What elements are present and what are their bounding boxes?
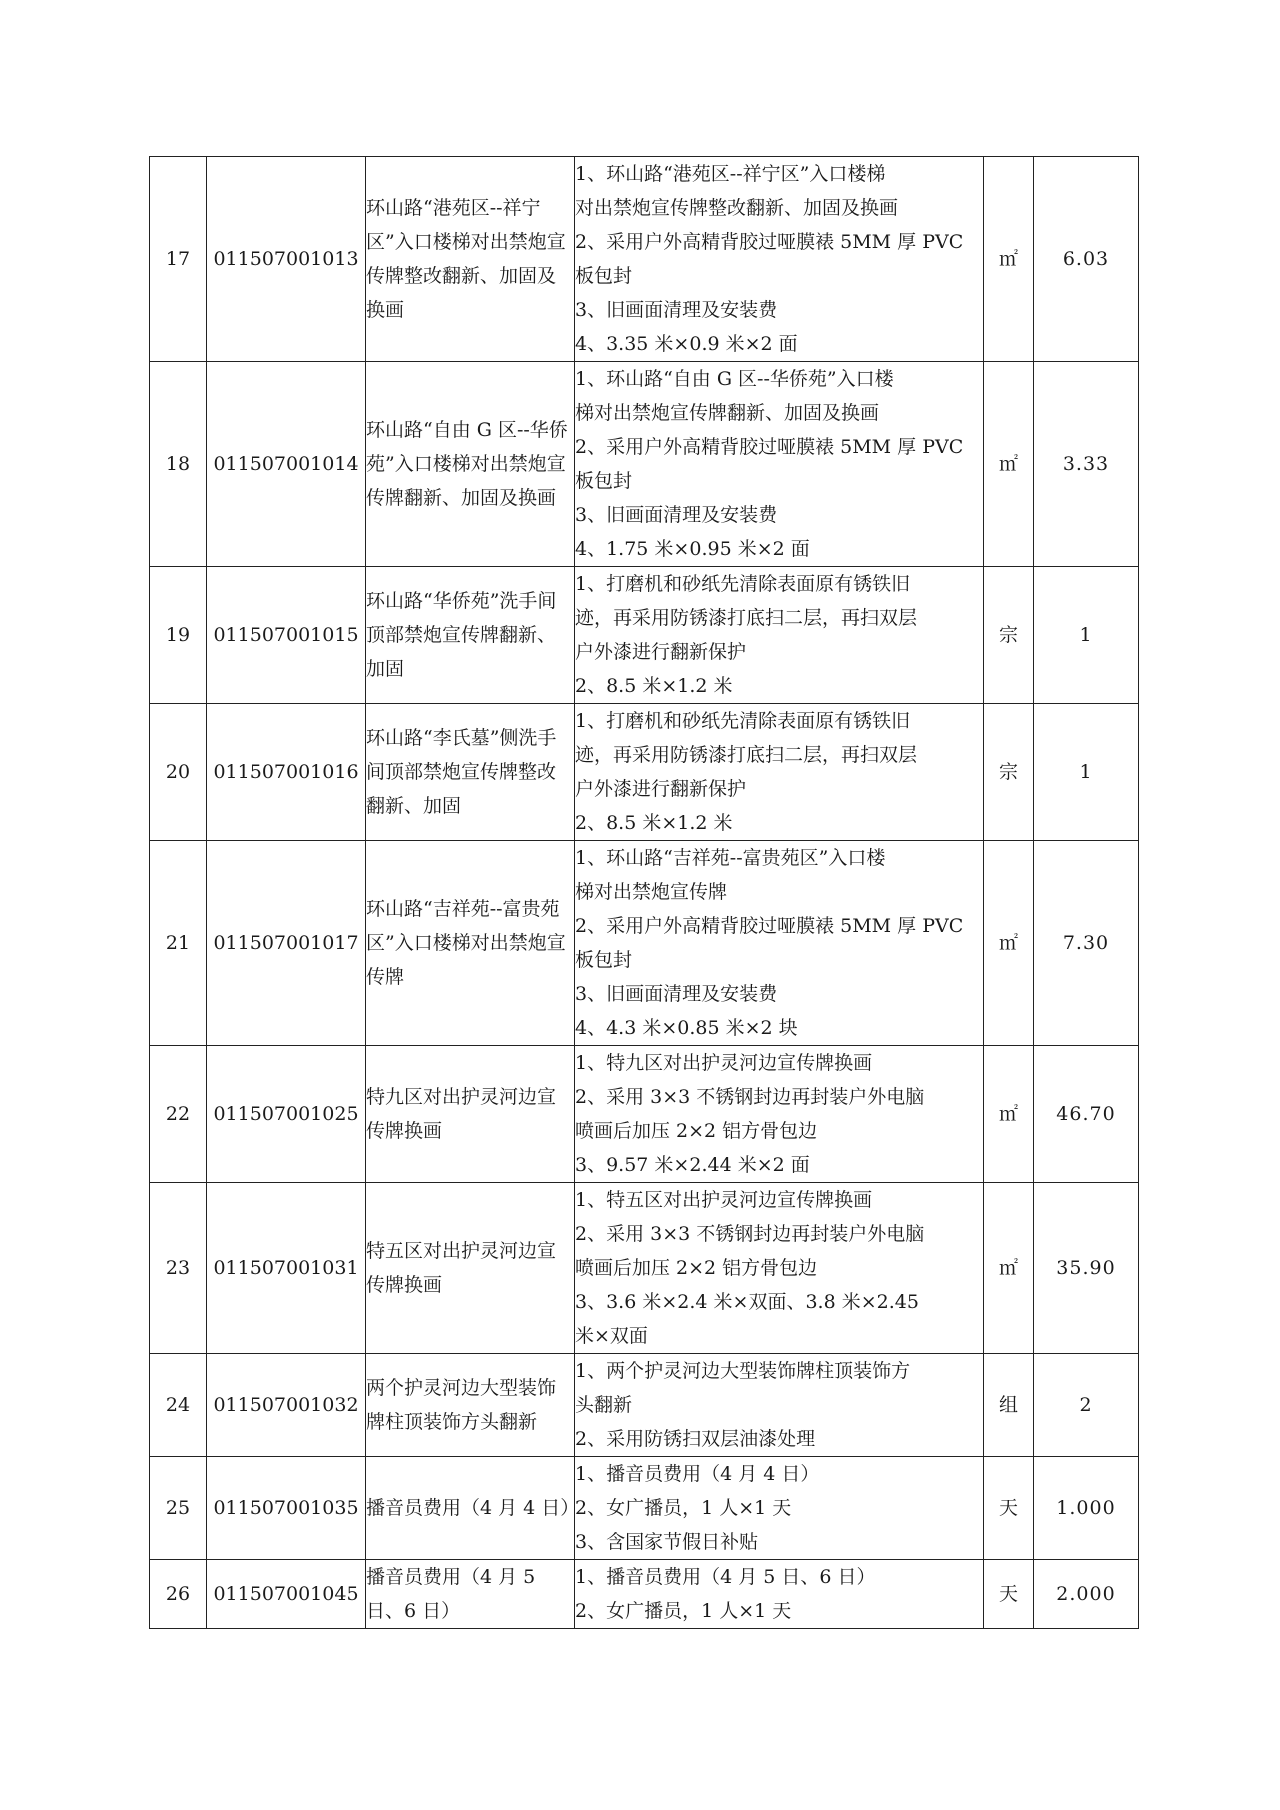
desc-line: 2、8.5 米×1.2 米 <box>575 812 733 834</box>
row-seq: 19 <box>150 567 207 704</box>
desc-line: 1、环山路“吉祥苑--富贵苑区”入口楼 <box>575 847 886 869</box>
row-code: 011507001014 <box>207 362 366 567</box>
desc-line: 户外漆进行翻新保护 <box>575 641 747 663</box>
desc-line: 1、播音员费用（4 月 4 日） <box>575 1463 820 1485</box>
row-desc <box>575 1183 984 1354</box>
row-desc <box>575 362 984 567</box>
row-seq: 26 <box>150 1560 207 1629</box>
bill-of-quantities-table <box>149 156 1139 1629</box>
desc-line: 4、1.75 米×0.95 米×2 面 <box>575 538 810 560</box>
row-name-text: 特五区对出护灵河边宣传牌换画 <box>366 1240 557 1296</box>
row-qty: 1.000 <box>1034 1457 1139 1560</box>
row-name-text: 环山路“华侨苑”洗手间顶部禁炮宣传牌翻新、加固 <box>366 590 557 680</box>
row-code: 011507001031 <box>207 1183 366 1354</box>
row-qty: 3.33 <box>1034 362 1139 567</box>
table-row <box>150 157 1139 362</box>
row-desc <box>575 157 984 362</box>
desc-line: 迹，再采用防锈漆打底扫二层，再扫双层 <box>575 744 918 766</box>
desc-line: 1、打磨机和砂纸先清除表面原有锈铁旧 <box>575 710 911 732</box>
row-code: 011507001025 <box>207 1046 366 1183</box>
row-name-text: 播音员费用（4 月 4 日） <box>366 1497 580 1519</box>
desc-line: 对出禁炮宣传牌整改翻新、加固及换画 <box>575 197 899 219</box>
desc-line: 4、3.35 米×0.9 米×2 面 <box>575 333 798 355</box>
table-row <box>150 1183 1139 1354</box>
row-desc <box>575 704 984 841</box>
row-seq: 20 <box>150 704 207 841</box>
desc-line: 1、播音员费用（4 月 5 日、6 日） <box>575 1566 876 1588</box>
desc-line: 2、采用户外高精背胶过哑膜裱 5MM 厚 PVC <box>575 231 964 253</box>
row-desc <box>575 1354 984 1457</box>
table-row <box>150 567 1139 704</box>
row-unit: 组 <box>984 1354 1034 1457</box>
desc-line: 2、采用防锈扫双层油漆处理 <box>575 1428 816 1450</box>
desc-line: 2、采用户外高精背胶过哑膜裱 5MM 厚 PVC <box>575 915 964 937</box>
desc-line: 喷画后加压 2×2 铝方骨包边 <box>575 1120 818 1142</box>
row-qty: 7.30 <box>1034 841 1139 1046</box>
desc-line: 梯对出禁炮宣传牌 <box>575 881 728 903</box>
table-row <box>150 1046 1139 1183</box>
desc-line: 1、特五区对出护灵河边宣传牌换画 <box>575 1189 873 1211</box>
desc-line: 户外漆进行翻新保护 <box>575 778 747 800</box>
row-name <box>366 1354 575 1457</box>
row-name <box>366 1183 575 1354</box>
row-unit: ㎡ <box>984 1183 1034 1354</box>
desc-line: 2、女广播员，1 人×1 天 <box>575 1497 792 1519</box>
row-code: 011507001032 <box>207 1354 366 1457</box>
desc-line: 1、环山路“自由 G 区--华侨苑”入口楼 <box>575 368 894 390</box>
row-unit: 宗 <box>984 704 1034 841</box>
row-desc <box>575 1560 984 1629</box>
row-name-text: 环山路“港苑区--祥宁区”入口楼梯对出禁炮宣传牌整改翻新、加固及换画 <box>366 197 566 321</box>
table-row <box>150 841 1139 1046</box>
desc-line: 头翻新 <box>575 1394 633 1416</box>
row-seq: 22 <box>150 1046 207 1183</box>
row-qty: 2 <box>1034 1354 1139 1457</box>
row-qty: 6.03 <box>1034 157 1139 362</box>
desc-line: 板包封 <box>575 470 633 492</box>
desc-line: 迹，再采用防锈漆打底扫二层，再扫双层 <box>575 607 918 629</box>
desc-line: 4、4.3 米×0.85 米×2 块 <box>575 1017 798 1039</box>
row-code: 011507001017 <box>207 841 366 1046</box>
row-desc <box>575 567 984 704</box>
table-row <box>150 1354 1139 1457</box>
desc-line: 3、旧画面清理及安装费 <box>575 983 778 1005</box>
row-seq: 24 <box>150 1354 207 1457</box>
desc-line: 1、特九区对出护灵河边宣传牌换画 <box>575 1052 873 1074</box>
row-code: 011507001045 <box>207 1560 366 1629</box>
row-name-text: 两个护灵河边大型装饰牌柱顶装饰方头翻新 <box>366 1377 557 1433</box>
desc-line: 喷画后加压 2×2 铝方骨包边 <box>575 1257 818 1279</box>
row-code: 011507001013 <box>207 157 366 362</box>
desc-line: 1、环山路“港苑区--祥宁区”入口楼梯 <box>575 163 886 185</box>
desc-line: 2、采用 3×3 不锈钢封边再封装户外电脑 <box>575 1086 925 1108</box>
desc-line: 1、打磨机和砂纸先清除表面原有锈铁旧 <box>575 573 911 595</box>
row-name <box>366 567 575 704</box>
desc-line: 1、两个护灵河边大型装饰牌柱顶装饰方 <box>575 1360 911 1382</box>
desc-line: 3、旧画面清理及安装费 <box>575 299 778 321</box>
row-unit: ㎡ <box>984 1046 1034 1183</box>
desc-line: 2、采用户外高精背胶过哑膜裱 5MM 厚 PVC <box>575 436 964 458</box>
row-name <box>366 1457 580 1560</box>
desc-line: 3、旧画面清理及安装费 <box>575 504 778 526</box>
row-name-text: 环山路“自由 G 区--华侨苑”入口楼梯对出禁炮宣传牌翻新、加固及换画 <box>366 419 568 509</box>
row-qty: 46.70 <box>1034 1046 1139 1183</box>
row-qty: 35.90 <box>1034 1183 1139 1354</box>
desc-line: 米×双面 <box>575 1325 648 1347</box>
table-row <box>150 1457 1139 1560</box>
row-qty: 1 <box>1034 567 1139 704</box>
desc-line: 板包封 <box>575 265 633 287</box>
row-name-text: 播音员费用（4 月 5 日、6 日） <box>366 1566 536 1622</box>
row-name-text: 环山路“李氏墓”侧洗手间顶部禁炮宣传牌整改翻新、加固 <box>366 727 557 817</box>
desc-line: 2、8.5 米×1.2 米 <box>575 675 733 697</box>
row-desc <box>575 1457 984 1560</box>
row-unit: 天 <box>984 1457 1034 1560</box>
row-name <box>366 1046 575 1183</box>
desc-line: 3、3.6 米×2.4 米×双面、3.8 米×2.45 <box>575 1291 919 1313</box>
row-name <box>366 157 575 362</box>
row-unit: ㎡ <box>984 157 1034 362</box>
desc-line: 3、9.57 米×2.44 米×2 面 <box>575 1154 810 1176</box>
row-unit: ㎡ <box>984 362 1034 567</box>
row-code: 011507001035 <box>207 1457 366 1560</box>
table-row <box>150 704 1139 841</box>
row-seq: 18 <box>150 362 207 567</box>
row-name <box>366 1560 575 1629</box>
row-seq: 21 <box>150 841 207 1046</box>
row-code: 011507001015 <box>207 567 366 704</box>
table-row <box>150 362 1139 567</box>
row-code: 011507001016 <box>207 704 366 841</box>
desc-line: 3、含国家节假日补贴 <box>575 1531 759 1553</box>
row-seq: 25 <box>150 1457 207 1560</box>
row-name <box>366 362 575 567</box>
row-seq: 23 <box>150 1183 207 1354</box>
row-name-text: 环山路“吉祥苑--富贵苑区”入口楼梯对出禁炮宣传牌 <box>366 898 566 988</box>
row-qty: 2.000 <box>1034 1560 1139 1629</box>
row-name <box>366 841 575 1046</box>
desc-line: 2、女广播员，1 人×1 天 <box>575 1600 792 1622</box>
row-name <box>366 704 575 841</box>
row-desc <box>575 1046 984 1183</box>
row-unit: 天 <box>984 1560 1034 1629</box>
table-row <box>150 1560 1139 1629</box>
desc-line: 梯对出禁炮宣传牌翻新、加固及换画 <box>575 402 880 424</box>
row-unit: ㎡ <box>984 841 1034 1046</box>
row-desc <box>575 841 984 1046</box>
row-seq: 17 <box>150 157 207 362</box>
desc-line: 2、采用 3×3 不锈钢封边再封装户外电脑 <box>575 1223 925 1245</box>
row-qty: 1 <box>1034 704 1139 841</box>
desc-line: 板包封 <box>575 949 633 971</box>
row-name-text: 特九区对出护灵河边宣传牌换画 <box>366 1086 557 1142</box>
row-unit: 宗 <box>984 567 1034 704</box>
